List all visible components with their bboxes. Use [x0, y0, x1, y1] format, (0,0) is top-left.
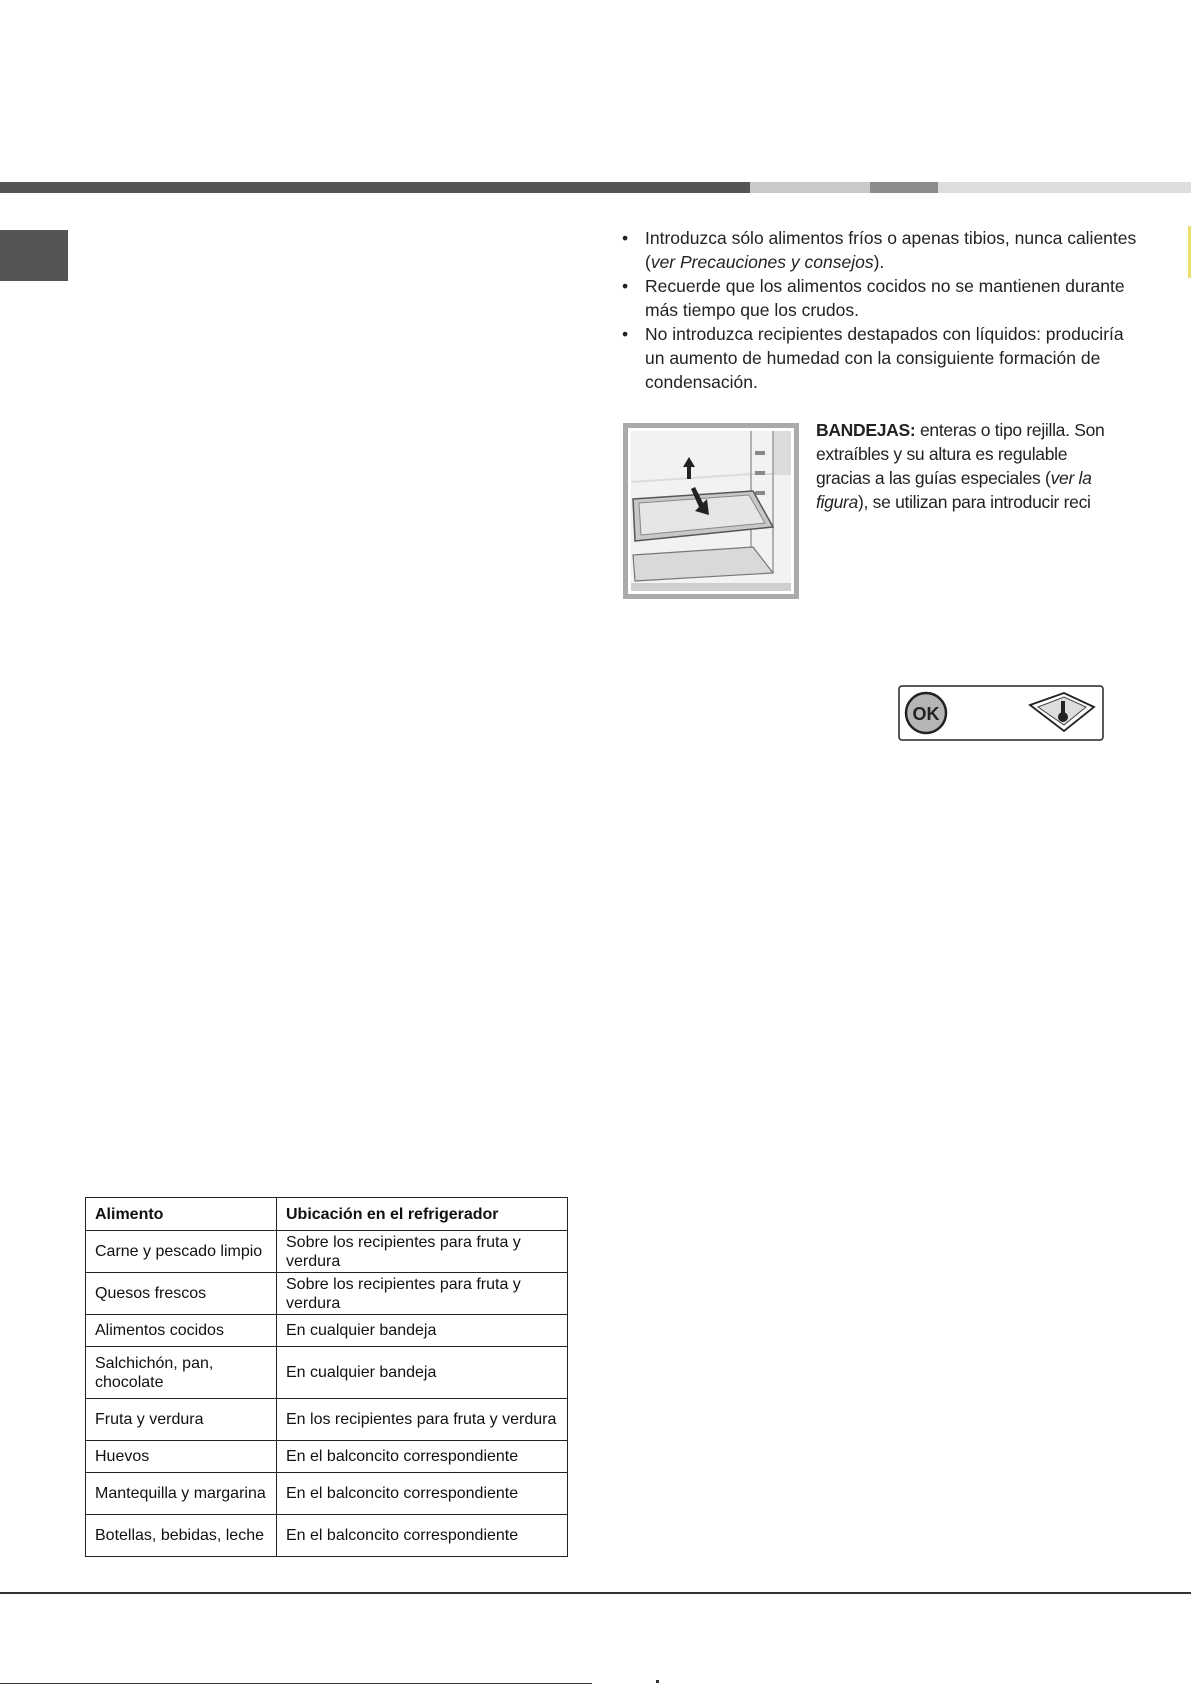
bullet-icon: •: [622, 276, 629, 296]
section-tab-marker: [0, 230, 68, 281]
location-cell: Sobre los recipientes para fruta y verdura: [277, 1273, 568, 1315]
location-cell: En cualquier bandeja: [277, 1347, 568, 1399]
table-row: [86, 1441, 568, 1473]
ok-label: OK: [912, 704, 940, 724]
food-cell: Alimentos cocidos: [86, 1315, 277, 1347]
header-bar-pale: [938, 182, 1191, 193]
table-header-row: [86, 1198, 568, 1231]
temperature-indicator-panel: [898, 685, 1104, 741]
food-cell: Carne y pescado limpio: [86, 1231, 277, 1273]
ok-indicator-graphic: [898, 685, 1104, 741]
food-cell: Quesos frescos: [86, 1273, 277, 1315]
advice-item: • No introduzca recipientes destapados con líquidos: produciría un aumento de humedad con la consiguiente formación de condensación.: [622, 324, 1124, 392]
food-cell: Mantequilla y margarina: [86, 1473, 277, 1515]
food-cell: Huevos: [86, 1441, 277, 1473]
advice-list: [622, 226, 1142, 394]
bullet-icon: •: [622, 324, 629, 344]
table-row: [86, 1515, 568, 1557]
location-cell: En el balconcito correspondiente: [277, 1441, 568, 1473]
advice-item: • Introduzca sólo alimentos fríos o apenas tibios, nunca calientes (ver Precauciones y consejos).: [622, 228, 1137, 272]
footer-rule: [0, 1592, 1191, 1594]
location-cell: Sobre los recipientes para fruta y verdura: [277, 1231, 568, 1273]
advice-item: • Recuerde que los alimentos cocidos no se mantienen durante más tiempo que los crudos.: [622, 276, 1125, 320]
location-cell: En el balconcito correspondiente: [277, 1473, 568, 1515]
table-row: [86, 1473, 568, 1515]
food-cell: Salchichón, pan, chocolate: [86, 1347, 277, 1399]
header-bar-light: [750, 182, 870, 193]
footer-mark: [656, 1680, 659, 1683]
food-cell: Botellas, bebidas, leche: [86, 1515, 277, 1557]
location-cell: En cualquier bandeja: [277, 1315, 568, 1347]
shelves-description: BANDEJAS: enteras o tipo rejilla. Son extraíbles y su altura es regulable gracias a las guías especiales (ver la figura), se utilizan para introducir reci: [816, 420, 1105, 512]
shelf-illustration: [623, 423, 799, 599]
location-cell: En el balconcito correspondiente: [277, 1515, 568, 1557]
table-row: [86, 1273, 568, 1315]
header-bar-dark: [0, 182, 750, 193]
food-cell: Fruta y verdura: [86, 1399, 277, 1441]
food-storage-table: [85, 1197, 568, 1557]
table-row: [86, 1315, 568, 1347]
column-header: Alimento: [86, 1198, 277, 1231]
table-row: [86, 1347, 568, 1399]
table-row: [86, 1231, 568, 1273]
table-row: [86, 1399, 568, 1441]
location-cell: En los recipientes para fruta y verdura: [277, 1399, 568, 1441]
header-bar-mid: [870, 182, 938, 193]
footer-rule-lower: [0, 1683, 592, 1684]
bullet-icon: •: [622, 228, 629, 248]
column-header: Ubicación en el refrigerador: [277, 1198, 568, 1231]
